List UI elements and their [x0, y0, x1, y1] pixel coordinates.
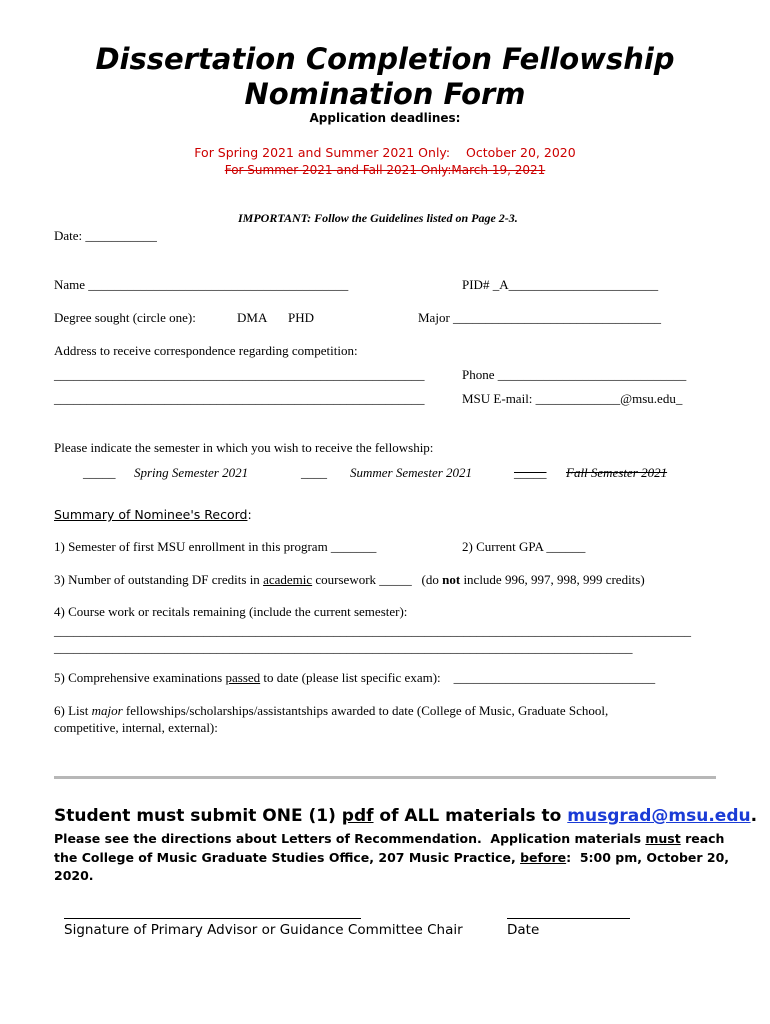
- submit-text-mid: of ALL materials to: [373, 806, 568, 826]
- address-label: Address to receive correspondence regarding competition:: [54, 343, 358, 358]
- question-6: [54, 703, 608, 719]
- important-note: IMPORTANT: Follow the Guidelines listed on Page 2-3.: [238, 211, 518, 225]
- question-3[interactable]: [54, 572, 645, 588]
- address-line-2[interactable]: _________________________________________________________: [54, 391, 425, 406]
- directions-line-2: [54, 850, 729, 865]
- deadlines-label: Application deadlines:: [309, 111, 461, 125]
- submit-text: Student must submit ONE (1): [54, 806, 342, 826]
- signature-date-label: Date: [507, 922, 540, 938]
- degree-option-phd[interactable]: PHD: [288, 310, 315, 325]
- record-heading: [54, 507, 252, 522]
- signature-date-line[interactable]: [507, 918, 630, 919]
- submit-pdf: pdf: [341, 806, 374, 826]
- q3-academic: academic: [263, 572, 313, 587]
- dir-1b: reach: [680, 831, 725, 846]
- advisor-signature-label: Signature of Primary Advisor or Guidance Committee Chair: [64, 922, 463, 938]
- q6-text-end: fellowships/scholarships/assistantships awarded to date (College of Music, Graduate School,: [122, 703, 609, 718]
- form-title-line-2: Nomination Form: [244, 77, 526, 111]
- summer-blank[interactable]: ____: [301, 465, 327, 480]
- name-field[interactable]: Name ________________________________________: [54, 277, 349, 292]
- degree-option-dma[interactable]: DMA: [237, 310, 268, 325]
- q5-text-end: to date (please list specific exam): _______________________________: [260, 670, 656, 685]
- major-field[interactable]: Major ________________________________: [418, 310, 662, 325]
- q5-text: 5) Comprehensive examinations: [54, 670, 226, 685]
- email-field[interactable]: MSU E-mail: _____________@msu.edu_: [462, 391, 683, 406]
- record-heading-colon: :: [247, 507, 252, 522]
- degree-label: Degree sought (circle one):: [54, 310, 196, 325]
- question-4: 4) Course work or recitals remaining (include the current semester):: [54, 604, 408, 619]
- address-line-1[interactable]: _________________________________________________________: [54, 367, 425, 382]
- section-divider: [54, 776, 716, 779]
- advisor-signature-line[interactable]: [64, 918, 361, 919]
- q6-major: major: [91, 703, 123, 718]
- question-5[interactable]: [54, 670, 655, 686]
- date-field[interactable]: Date: ___________: [54, 228, 157, 243]
- dir-before: before: [520, 850, 567, 865]
- q3-not: not: [442, 572, 461, 587]
- submission-email-link[interactable]: musgrad@msu.edu: [567, 806, 751, 826]
- spring-option: Spring Semester 2021: [134, 465, 249, 480]
- phone-field[interactable]: Phone _____________________________: [462, 367, 687, 382]
- q4-line-1[interactable]: __________________________________________________________________________________________________: [54, 623, 691, 638]
- dir-2b: : 5:00 pm, October 20,: [566, 850, 730, 865]
- deadline-struck: For Summer 2021 and Fall 2021 Only:March 19, 2021: [224, 163, 546, 177]
- q6-text: 6) List: [54, 703, 92, 718]
- dir-must: must: [645, 831, 681, 846]
- submit-period: .: [750, 806, 758, 826]
- q3-text-mid: coursework _____ (do: [312, 572, 443, 587]
- spring-blank[interactable]: _____: [83, 465, 116, 480]
- q4-line-2[interactable]: _________________________________________________________________________________________: [54, 640, 633, 655]
- question-6-line-2: competitive, internal, external):: [54, 720, 218, 735]
- question-2[interactable]: 2) Current GPA ______: [462, 539, 586, 554]
- question-1[interactable]: 1) Semester of first MSU enrollment in this program _______: [54, 539, 377, 554]
- q3-text-end: include 996, 997, 998, 999 credits): [460, 572, 645, 587]
- semester-prompt: Please indicate the semester in which you wish to receive the fellowship:: [54, 440, 434, 455]
- pid-field[interactable]: PID# _A_______________________: [462, 277, 659, 292]
- dir-1a: Please see the directions about Letters of Recommendation. Application materials: [54, 831, 646, 846]
- form-title-line-1: Dissertation Completion Fellowship: [95, 42, 675, 76]
- directions-line-3: 2020.: [54, 868, 94, 883]
- q5-passed: passed: [225, 670, 261, 685]
- record-heading-text: Summary of Nominee's Record: [54, 507, 248, 522]
- directions-line-1: [54, 831, 724, 846]
- dir-2a: the College of Music Graduate Studies Office, 207 Music Practice,: [54, 850, 521, 865]
- submission-instruction: [54, 806, 757, 826]
- deadline-current: For Spring 2021 and Summer 2021 Only: October 20, 2020: [194, 145, 576, 160]
- fall-blank: _____: [514, 465, 547, 480]
- summer-option: Summer Semester 2021: [350, 465, 473, 480]
- q3-text: 3) Number of outstanding DF credits in: [54, 572, 264, 587]
- fall-option: Fall Semester 2021: [566, 465, 668, 480]
